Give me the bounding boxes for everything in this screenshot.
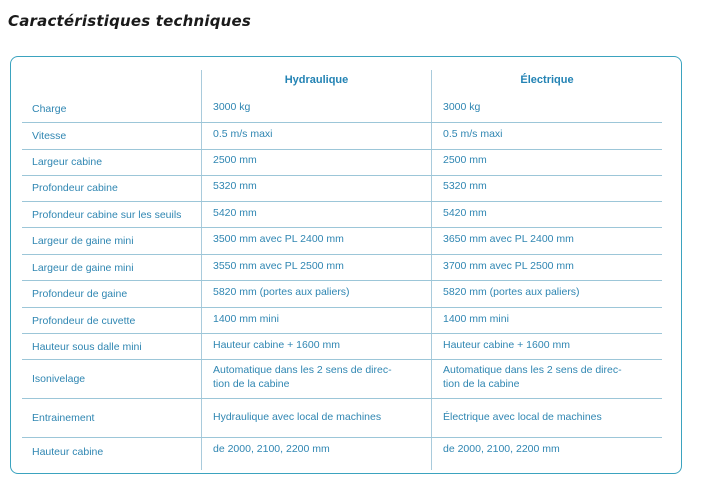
cell-electrique: 3700 mm avec PL 2500 mm — [443, 260, 574, 272]
cell-hydraulique: de 2000, 2100, 2200 mm — [213, 443, 330, 455]
cell-electrique: Automatique dans les 2 sens de direc- — [443, 364, 622, 376]
row-divider — [22, 254, 662, 255]
row-label: Profondeur cabine — [32, 182, 118, 194]
row-divider — [22, 175, 662, 176]
cell-hydraulique: 3550 mm avec PL 2500 mm — [213, 260, 344, 272]
cell-electrique: 1400 mm mini — [443, 313, 509, 325]
row-divider — [22, 307, 662, 308]
cell-electrique: 3650 mm avec PL 2400 mm — [443, 233, 574, 245]
cell-electrique: de 2000, 2100, 2200 mm — [443, 443, 560, 455]
cell-hydraulique: 5420 mm — [213, 207, 257, 219]
cell-hydraulique: 1400 mm mini — [213, 313, 279, 325]
row-divider — [22, 333, 662, 334]
row-divider — [22, 398, 662, 399]
row-divider — [22, 149, 662, 150]
row-label: Largeur de gaine mini — [32, 262, 134, 274]
cell-hydraulique: 3500 mm avec PL 2400 mm — [213, 233, 344, 245]
row-label: Largeur de gaine mini — [32, 235, 134, 247]
cell-electrique: Électrique avec local de machines — [443, 411, 602, 423]
row-label: Profondeur de gaine — [32, 288, 128, 300]
row-label: Profondeur de cuvette — [32, 315, 136, 327]
column-divider — [201, 70, 202, 470]
column-divider — [431, 70, 432, 470]
row-label: Hauteur sous dalle mini — [32, 341, 142, 353]
row-label: Hauteur cabine — [32, 446, 104, 458]
cell-hydraulique: 5320 mm — [213, 180, 257, 192]
row-label: Charge — [32, 103, 67, 115]
cell-electrique: 3000 kg — [443, 101, 481, 113]
row-label: Isonivelage — [32, 373, 86, 385]
header-hydraulique: Hydraulique — [284, 74, 349, 86]
cell-hydraulique: 0.5 m/s maxi — [213, 128, 273, 140]
section-title: Caractéristiques techniques — [8, 12, 252, 30]
cell-hydraulique: Hauteur cabine + 1600 mm — [213, 339, 340, 351]
cell-electrique: 0.5 m/s maxi — [443, 128, 503, 140]
row-label: Entrainement — [32, 412, 95, 424]
row-divider — [22, 359, 662, 360]
cell-electrique: 2500 mm — [443, 154, 487, 166]
row-divider — [22, 122, 662, 123]
row-label: Largeur cabine — [32, 156, 103, 168]
cell-hydraulique: Hydraulique avec local de machines — [213, 411, 382, 423]
row-label: Vitesse — [32, 130, 67, 142]
row-divider — [22, 227, 662, 228]
cell-electrique: Hauteur cabine + 1600 mm — [443, 339, 570, 351]
cell-hydraulique-line2: tion de la cabine — [213, 378, 290, 390]
cell-hydraulique: 2500 mm — [213, 154, 257, 166]
cell-electrique: 5420 mm — [443, 207, 487, 219]
cell-hydraulique: 3000 kg — [213, 101, 251, 113]
header-electrique: Électrique — [520, 74, 574, 86]
row-divider — [22, 437, 662, 438]
cell-hydraulique: Automatique dans les 2 sens de direc- — [213, 364, 392, 376]
row-label: Profondeur cabine sur les seuils — [32, 209, 182, 221]
cell-electrique: 5320 mm — [443, 180, 487, 192]
row-divider — [22, 280, 662, 281]
cell-electrique-line2: tion de la cabine — [443, 378, 520, 390]
cell-electrique: 5820 mm (portes aux paliers) — [443, 286, 580, 298]
cell-hydraulique: 5820 mm (portes aux paliers) — [213, 286, 350, 298]
row-divider — [22, 201, 662, 202]
